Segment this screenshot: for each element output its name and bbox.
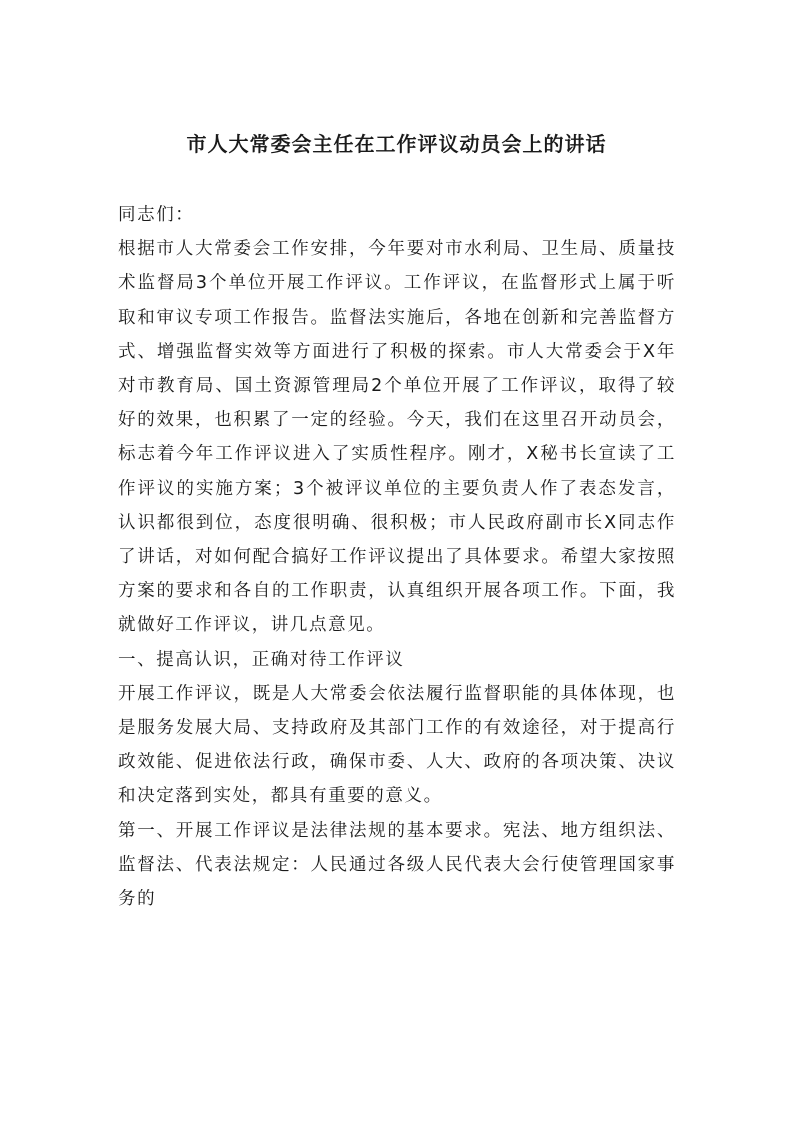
- document-body: [118, 198, 676, 916]
- section-heading: 一、提高认识，正确对待工作评议: [118, 649, 405, 670]
- document-title: 市人大常委会主任在工作评议动员会上的讲话: [186, 132, 607, 156]
- point-paragraph: 第一、开展工作评议是法律法规的基本要求。宪法、地方组织法、监督法、代表法规定：人民通过各级人民代表大会行使管理国家事务的: [118, 820, 676, 910]
- intro-paragraph: 根据市人大常委会工作安排，今年要对市水利局、卫生局、质量技术监督局3个单位开展工作评议。工作评议，在监督形式上属于听取和审议专项工作报告。监督法实施后，各地在创新和完善监督方式、增强监督实效等方面进行了积极的探索。市人大常委会于X年对市教育局、国土资源管理局2个单位开展了工作评议，取得了较好的效果，也积累了一定的经验。今天，我们在这里召开动员会，标志着今年工作评议进入了实质性程序。刚才，X秘书长宣读了工作评议的实施方案；3个被评议单位的主要负责人作了表态发言，认识都很到位，态度很明确、很积极；市人民政府副市长X同志作了讲话，对如何配合搞好工作评议提出了具体要求。希望大家按照方案的要求和各自的工作职责，认真组织开展各项工作。下面，我就做好工作评议，讲几点意见。: [118, 239, 676, 636]
- section-paragraph: 开展工作评议，既是人大常委会依法履行监督职能的具体体现，也是服务发展大局、支持政府及其部门工作的有效途径，对于提高行政效能、促进依法行政，确保市委、人大、政府的各项决策、决议和决定落到实处，都具有重要的意义。: [118, 683, 676, 807]
- salutation-paragraph: 同志们：: [118, 205, 195, 225]
